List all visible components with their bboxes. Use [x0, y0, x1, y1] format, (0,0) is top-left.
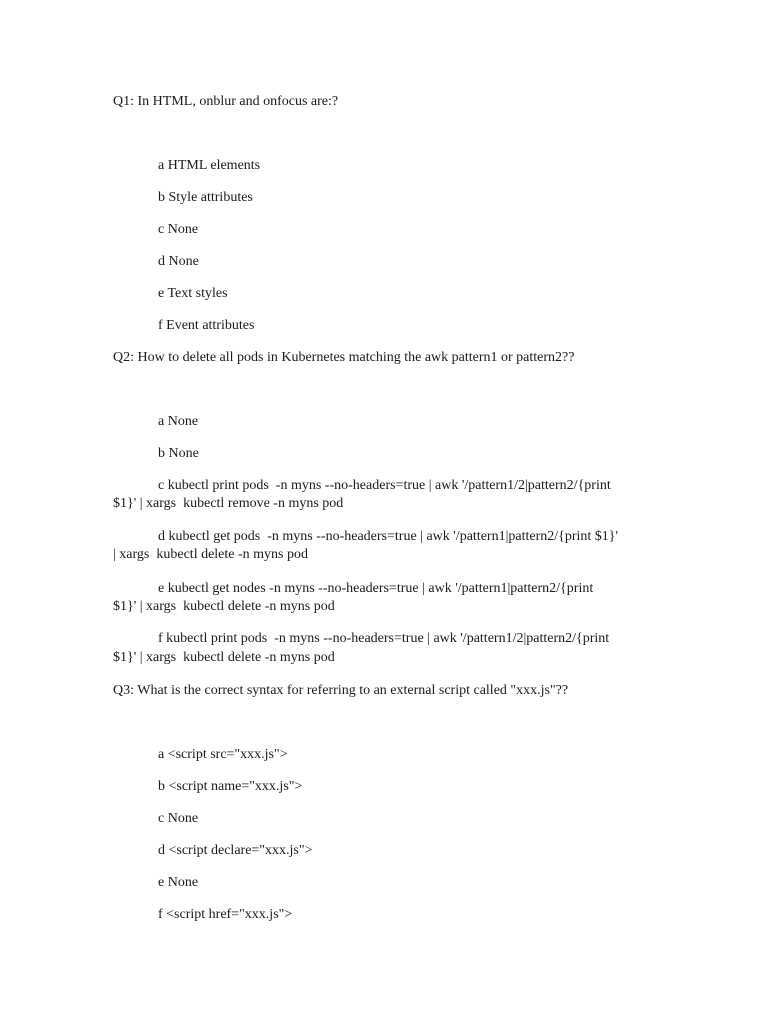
q3-option-d: d <script declare="xxx.js">	[158, 843, 313, 858]
q1-option-c: c None	[158, 222, 199, 237]
q3-option-b: b <script name="xxx.js">	[158, 779, 303, 794]
question-2: Q2: How to delete all pods in Kubernetes matching the awk pattern1 or pattern2??	[113, 350, 575, 365]
q3-option-c: c None	[158, 811, 199, 826]
q3-option-a: a <script src="xxx.js">	[158, 747, 288, 762]
question-1: Q1: In HTML, onblur and onfocus are:?	[113, 94, 339, 109]
q2-option-c: c kubectl print pods -n myns --no-headers=true | awk '/pattern1/2|pattern2/{print	[158, 478, 611, 493]
q3-option-f: f <script href="xxx.js">	[158, 907, 293, 922]
question-3: Q3: What is the correct syntax for referring to an external script called "xxx.js"??	[113, 683, 569, 698]
q2-option-c-continued: $1}' | xargs kubectl remove -n myns pod	[113, 496, 344, 511]
q2-option-f-continued: $1}' | xargs kubectl delete -n myns pod	[113, 650, 335, 665]
q2-option-d-continued: | xargs kubectl delete -n myns pod	[113, 547, 309, 562]
q2-option-e-continued: $1}' | xargs kubectl delete -n myns pod	[113, 599, 335, 614]
q1-option-f: f Event attributes	[158, 318, 255, 333]
q2-option-f: f kubectl print pods -n myns --no-headers=true | awk '/pattern1/2|pattern2/{print	[158, 631, 610, 646]
q1-option-e: e Text styles	[158, 286, 228, 301]
q1-option-d: d None	[158, 254, 199, 269]
q1-option-b: b Style attributes	[158, 190, 253, 205]
q2-option-b: b None	[158, 446, 199, 461]
q2-option-a: a None	[158, 414, 199, 429]
q3-option-e: e None	[158, 875, 199, 890]
q2-option-d: d kubectl get pods -n myns --no-headers=true | awk '/pattern1|pattern2/{print $1}'	[158, 529, 619, 544]
q1-option-a: a HTML elements	[158, 158, 261, 173]
q2-option-e: e kubectl get nodes -n myns --no-headers=true | awk '/pattern1|pattern2/{print	[158, 581, 594, 596]
